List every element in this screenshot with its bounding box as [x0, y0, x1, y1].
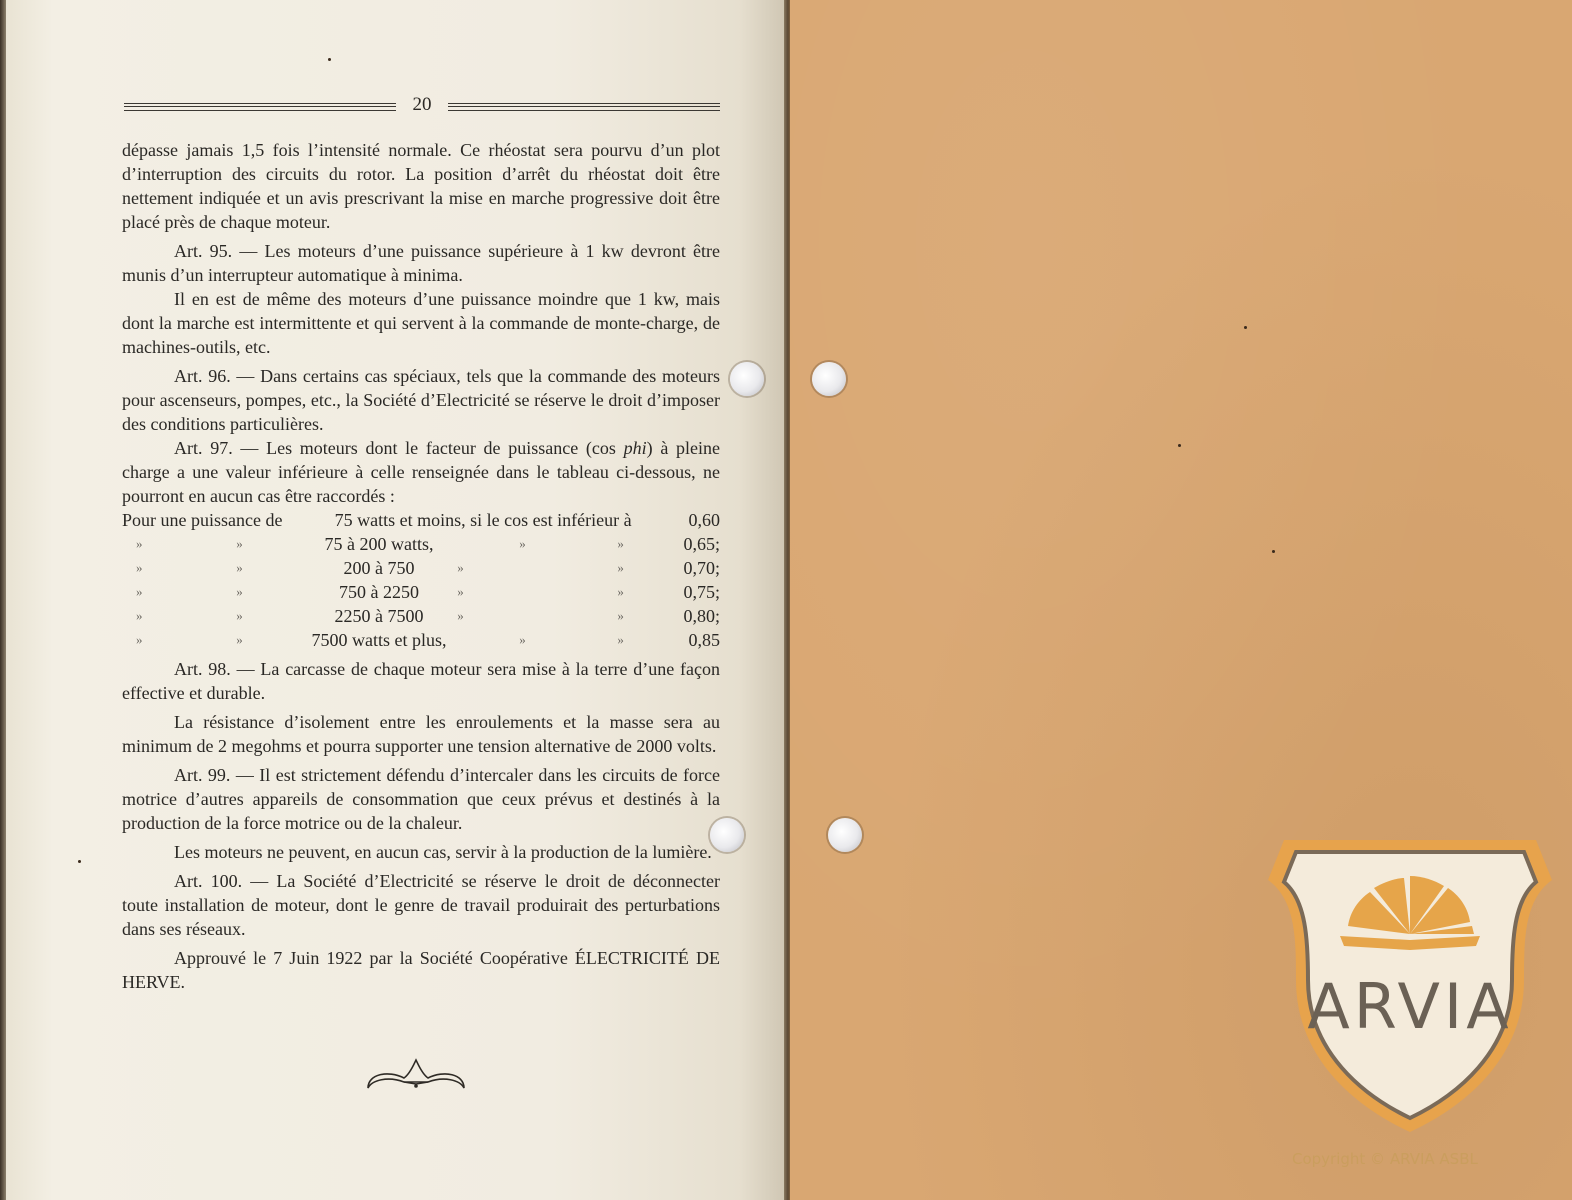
copyright-watermark: Copyright © ARVIA ASBL [1292, 1150, 1478, 1168]
ditto-mark: » [136, 536, 143, 551]
paper-speck [1244, 326, 1247, 329]
page-header [124, 94, 720, 118]
art-97-text: Art. 97. — Les moteurs dont le facteur de puissance (cos [174, 438, 624, 458]
table-value: 0,70; [683, 558, 720, 578]
punch-hole [710, 818, 744, 852]
table-row [122, 628, 720, 652]
paragraph-art-96: Art. 96. — Dans certains cas spéciaux, tels que la commande des moteurs pour ascenseurs, pompes, etc., la Société d’Electricité se réserve le droit d’imposer des conditions particulières. [122, 366, 720, 434]
ditto-mark: » [136, 560, 143, 575]
table-row [122, 508, 720, 532]
art-97-text-end: ) à pleine charge a une valeur inférieure à celle renseignée dans le tableau ci-dessous, ne pourront en aucun cas être raccordés : [122, 438, 720, 506]
punch-hole [730, 362, 764, 396]
ditto-mark: » [519, 632, 526, 647]
paragraph-lighting: Les moteurs ne peuvent, en aucun cas, servir à la production de la lumière. [174, 842, 712, 862]
power-factor-table [122, 508, 720, 652]
paper-speck [1272, 550, 1275, 553]
table-row [122, 556, 720, 580]
paragraph-art-95: Art. 95. — Les moteurs d’une puissance supérieure à 1 kw devront être munis d’un interrupteur automatique à minima. [122, 241, 720, 285]
paragraph-art-98: Art. 98. — La carcasse de chaque moteur sera mise à la terre d’une façon effective et durable. [122, 659, 720, 703]
paragraph-art-97 [122, 436, 720, 508]
ditto-mark: » [136, 584, 143, 599]
ditto-mark: » [457, 608, 464, 623]
ditto-mark: » [457, 584, 464, 599]
paragraph-continuation: dépasse jamais 1,5 fois l’intensité normale. Ce rhéostat sera pourvu d’un plot d’interruption des circuits du rotor. La position d’arrêt du rhéostat doit être nettement indiquée et un avis prescrivant la mise en marche progressive doit être placé près de chaque moteur. [122, 140, 720, 232]
table-value: 0,80; [683, 606, 720, 626]
ditto-mark: » [236, 536, 243, 551]
table-value: 0,60 [688, 510, 720, 530]
paragraph-insulation: La résistance d’isolement entre les enroulements et la masse sera au minimum de 2 megohms et pourra supporter une tension alternative de 2000 volts. [122, 712, 720, 756]
header-rule-left [124, 103, 396, 111]
punch-hole [828, 818, 862, 852]
paper-speck [1178, 444, 1181, 447]
paper-speck [78, 860, 81, 863]
paper-speck [328, 58, 331, 61]
table-row [122, 580, 720, 604]
ditto-mark: » [519, 536, 526, 551]
table-value: 0,65; [683, 534, 720, 554]
ditto-mark: » [617, 536, 624, 551]
table-prefix: Pour une puissance de [122, 510, 283, 530]
table-value: 0,75; [683, 582, 720, 602]
ditto-mark: » [617, 632, 624, 647]
ditto-mark: » [136, 632, 143, 647]
table-range: 75 watts et moins, si le cos est inférieur à [334, 510, 632, 530]
table-row [122, 604, 720, 628]
paragraph-art-99: Art. 99. — Il est strictement défendu d’intercaler dans les circuits de force motrice d’autres appareils de consommation que ceux prévus et destinés à la production de la force motrice ou de la chaleur. [122, 765, 720, 833]
table-range: 200 à 750 [343, 558, 415, 578]
ditto-mark: » [236, 608, 243, 623]
paragraph-art-100: Art. 100. — La Société d’Electricité se réserve le droit de déconnecter toute installation de moteur, dont le genre de travail produirait des perturbations dans ses réseaux. [122, 871, 720, 939]
phi-symbol: phi [623, 438, 647, 458]
ditto-mark: » [457, 560, 464, 575]
ditto-mark: » [236, 584, 243, 599]
ditto-mark: » [617, 584, 624, 599]
table-range: 7500 watts et plus, [311, 630, 447, 650]
table-range: 75 à 200 watts, [324, 534, 434, 554]
table-range: 2250 à 7500 [334, 606, 424, 626]
fleuron-ornament [364, 1054, 468, 1096]
header-rule-right [448, 103, 720, 111]
table-range: 750 à 2250 [338, 582, 419, 602]
ditto-mark: » [617, 560, 624, 575]
punch-hole [812, 362, 846, 396]
table-value: 0,85 [688, 630, 720, 650]
ditto-mark: » [236, 560, 243, 575]
paragraph-approval: Approuvé le 7 Juin 1922 par la Société Coopérative ÉLECTRICITÉ DE HERVE. [122, 948, 720, 992]
page-body [122, 138, 720, 994]
ditto-mark: » [617, 608, 624, 623]
table-row [122, 532, 720, 556]
page-number: 20 [412, 94, 432, 115]
ditto-mark: » [136, 608, 143, 623]
arvia-logo-text: ARVIA [1307, 970, 1513, 1043]
ditto-mark: » [236, 632, 243, 647]
paragraph-art-95-extension: Il en est de même des moteurs d’une puissance moindre que 1 kw, mais dont la marche est intermittente et qui servent à la commande de monte-charge, de machines-outils, etc. [122, 289, 720, 357]
